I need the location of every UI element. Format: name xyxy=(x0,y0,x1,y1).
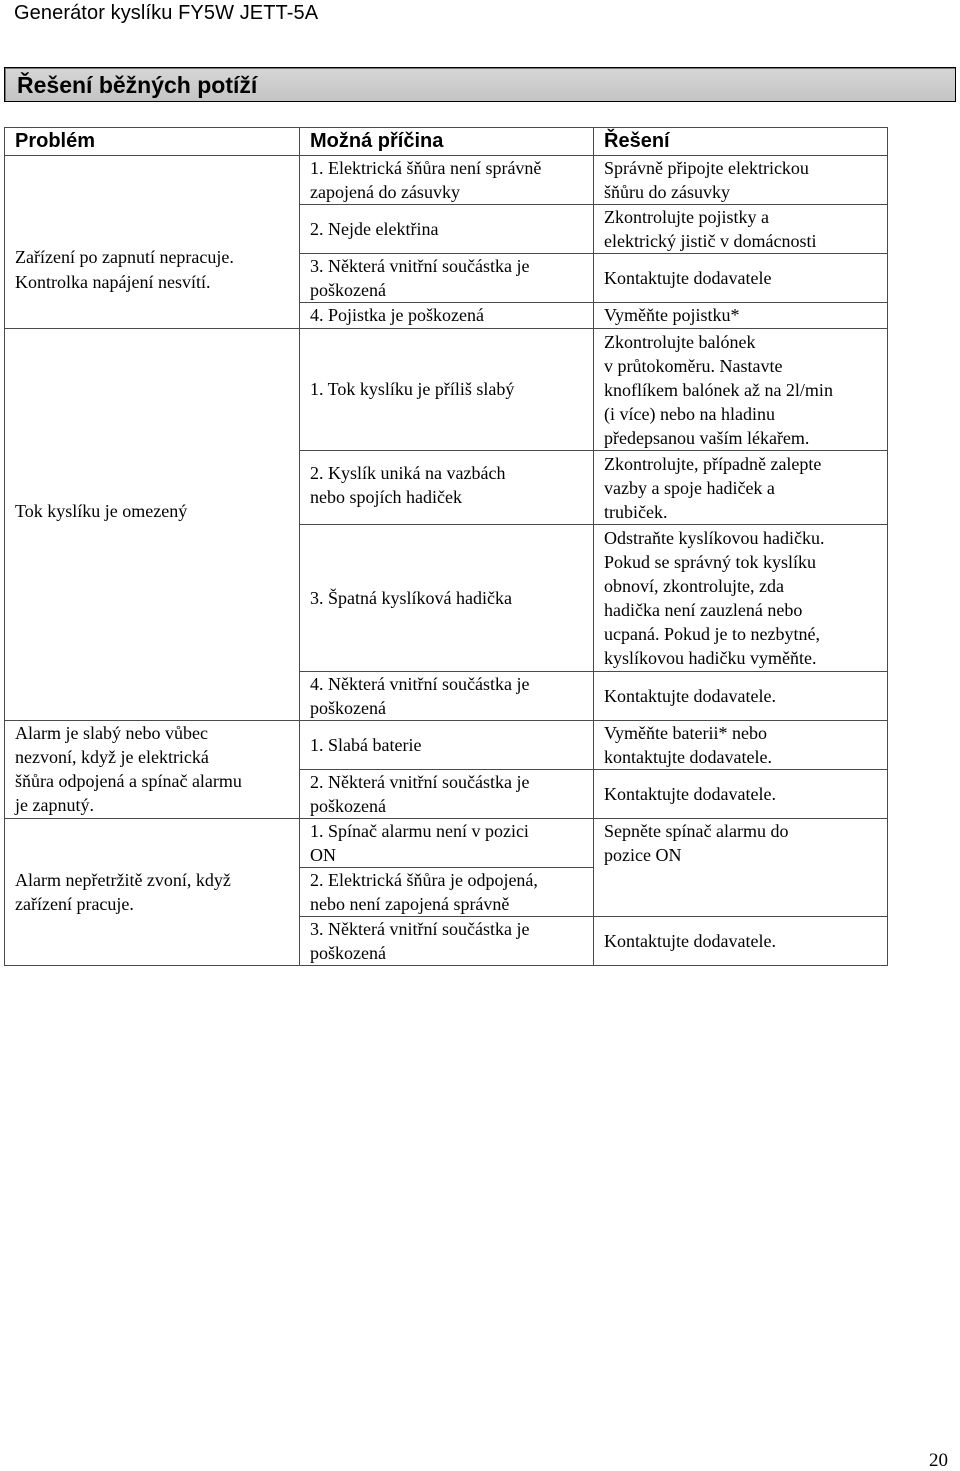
cause-line: poškozená xyxy=(310,280,386,300)
solution-cell xyxy=(594,451,888,525)
solution-line: Pokud se správný tok kyslíku xyxy=(604,552,817,572)
problem-line: Alarm je slabý nebo vůbec xyxy=(15,723,208,743)
solution-line: vazby a spoje hadiček a xyxy=(604,477,775,498)
problem-line: Zařízení po zapnutí nepracuje. xyxy=(15,247,234,267)
problem-cell xyxy=(5,721,300,819)
solution-line: Kontaktujte dodavatele xyxy=(604,267,772,288)
cause-cell xyxy=(300,525,594,672)
solution-cell xyxy=(594,819,888,917)
problem-line: šňůra odpojená a spínač alarmu xyxy=(15,771,242,791)
problem-cell xyxy=(5,156,300,329)
cause-line: 2. Nejde elektřina xyxy=(310,218,439,239)
page-number: 20 xyxy=(929,1450,948,1471)
solution-line: Zkontrolujte, případně zalepte xyxy=(604,453,822,474)
section-title: Řešení běžných potíží xyxy=(17,72,258,98)
cause-line: 4. Pojistka je poškozená xyxy=(310,305,484,326)
solution-cell xyxy=(594,721,888,770)
solution-line: Kontaktujte dodavatele. xyxy=(604,685,776,706)
solution-line: předepsanou vaším lékařem. xyxy=(604,427,810,448)
solution-cell xyxy=(594,303,888,329)
problem-line: Tok kyslíku je omezený xyxy=(15,501,188,521)
problem-line: zařízení pracuje. xyxy=(15,894,134,914)
cause-line: 2. Elektrická šňůra je odpojená, xyxy=(310,870,538,890)
solution-line: Zkontrolujte balónek xyxy=(604,331,756,352)
cause-line: 2. Kyslík uniká na vazbách xyxy=(310,463,506,483)
table-row xyxy=(5,819,888,868)
cause-line: 3. Některá vnitřní součástka je xyxy=(310,919,530,939)
solution-cell xyxy=(594,205,888,254)
solution-line: ucpaná. Pokud je to nezbytné, xyxy=(604,624,820,644)
table-row xyxy=(5,156,888,205)
document-title: Generátor kyslíku FY5W JETT-5A xyxy=(14,2,319,24)
cause-cell xyxy=(300,868,594,917)
problem-line: je zapnutý. xyxy=(15,795,94,815)
cause-line: 3. Špatná kyslíková hadička xyxy=(310,587,512,608)
cause-line: ON xyxy=(310,845,336,865)
solution-line: hadička není zauzlená nebo xyxy=(604,600,803,620)
problem-cell xyxy=(5,819,300,966)
cause-cell xyxy=(300,329,594,451)
cause-cell xyxy=(300,770,594,819)
cause-line: zapojená do zásuvky xyxy=(310,182,460,202)
solution-cell xyxy=(594,329,888,451)
solution-line: Kontaktujte dodavatele. xyxy=(604,783,776,804)
solution-line: (i více) nebo na hladinu xyxy=(604,403,775,424)
cause-line: 4. Některá vnitřní součástka je xyxy=(310,674,530,694)
cause-cell xyxy=(300,303,594,329)
solution-line: v průtokoměru. Nastavte xyxy=(604,355,783,376)
solution-cell xyxy=(594,917,888,966)
solution-line: kyslíkovou hadičku vyměňte. xyxy=(604,648,817,668)
cause-line: 3. Některá vnitřní součástka je xyxy=(310,256,530,276)
solution-line: Sepněte spínač alarmu do xyxy=(604,821,789,841)
solution-line: šňůru do zásuvky xyxy=(604,182,730,202)
solution-cell xyxy=(594,156,888,205)
section-header-bar xyxy=(4,67,956,102)
cause-cell xyxy=(300,721,594,770)
solution-line: Kontaktujte dodavatele. xyxy=(604,930,776,951)
solution-line: Správně připojte elektrickou xyxy=(604,158,809,178)
cause-line: 1. Tok kyslíku je příliš slabý xyxy=(310,379,515,400)
cause-cell xyxy=(300,917,594,966)
troubleshooting-table xyxy=(4,127,888,966)
cause-line: 1. Slabá baterie xyxy=(310,734,422,755)
solution-line: kontaktujte dodavatele. xyxy=(604,747,772,767)
cause-cell xyxy=(300,254,594,303)
problem-line: nezvoní, když je elektrická xyxy=(15,747,209,767)
cause-line: poškozená xyxy=(310,943,386,963)
solution-line: Zkontrolujte pojistky a xyxy=(604,207,769,227)
cause-cell xyxy=(300,819,594,868)
problem-line: Alarm nepřetržitě zvoní, když xyxy=(15,870,231,890)
solution-line: Vyměňte baterii* nebo xyxy=(604,723,767,743)
cause-line: 2. Některá vnitřní součástka je xyxy=(310,772,530,792)
cause-line: poškozená xyxy=(310,796,386,816)
solution-line: pozice ON xyxy=(604,845,682,865)
cause-line: nebo spojích hadiček xyxy=(310,487,462,507)
solution-line: obnoví, zkontrolujte, zda xyxy=(604,576,784,596)
cause-line: 1. Spínač alarmu není v pozici xyxy=(310,821,529,841)
cause-cell xyxy=(300,451,594,525)
solution-cell xyxy=(594,672,888,721)
solution-line: knoflíkem balónek až na 2l/min xyxy=(604,379,833,400)
cause-cell xyxy=(300,672,594,721)
header-problem: Problém xyxy=(5,128,300,156)
solution-cell xyxy=(594,770,888,819)
cause-line: nebo není zapojená správně xyxy=(310,894,510,914)
table-header-row xyxy=(5,128,888,156)
solution-cell xyxy=(594,525,888,672)
solution-line: trubiček. xyxy=(604,501,668,522)
cause-line: 1. Elektrická šňůra není správně xyxy=(310,158,542,178)
table-row xyxy=(5,329,888,451)
table-row xyxy=(5,721,888,770)
cause-cell xyxy=(300,205,594,254)
solution-line: Vyměňte pojistku* xyxy=(604,305,740,326)
solution-line: Odstraňte kyslíkovou hadičku. xyxy=(604,528,825,548)
cause-cell xyxy=(300,156,594,205)
solution-cell xyxy=(594,254,888,303)
problem-line: Kontrolka napájení nesvítí. xyxy=(15,271,211,292)
header-solution: Řešení xyxy=(594,128,888,156)
solution-line: elektrický jistič v domácnosti xyxy=(604,231,817,251)
cause-line: poškozená xyxy=(310,698,386,718)
problem-cell xyxy=(5,329,300,721)
header-cause: Možná příčina xyxy=(300,128,594,156)
